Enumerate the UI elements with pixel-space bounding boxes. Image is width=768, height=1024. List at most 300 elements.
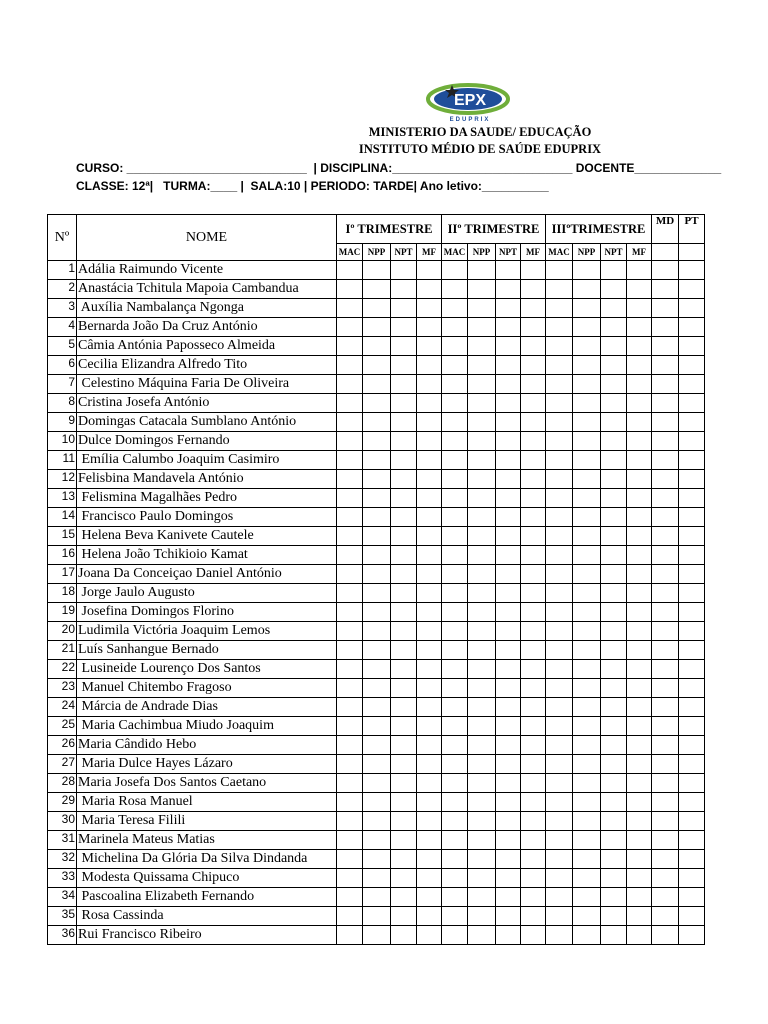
grade-cell[interactable] (627, 375, 652, 394)
grade-cell[interactable] (417, 679, 442, 698)
grade-cell[interactable] (573, 679, 601, 698)
grade-cell[interactable] (652, 470, 679, 489)
grade-cell[interactable] (573, 698, 601, 717)
grade-cell[interactable] (417, 812, 442, 831)
grade-cell[interactable] (391, 698, 417, 717)
grade-cell[interactable] (573, 280, 601, 299)
grade-cell[interactable] (468, 812, 496, 831)
grade-cell[interactable] (627, 717, 652, 736)
grade-cell[interactable] (679, 546, 705, 565)
grade-cell[interactable] (363, 736, 391, 755)
grade-cell[interactable] (546, 603, 573, 622)
grade-cell[interactable] (363, 508, 391, 527)
grade-cell[interactable] (652, 888, 679, 907)
grade-cell[interactable] (363, 679, 391, 698)
grade-cell[interactable] (337, 280, 363, 299)
grade-cell[interactable] (573, 337, 601, 356)
grade-cell[interactable] (363, 660, 391, 679)
grade-cell[interactable] (391, 451, 417, 470)
grade-cell[interactable] (337, 774, 363, 793)
grade-cell[interactable] (391, 907, 417, 926)
grade-cell[interactable] (601, 679, 627, 698)
grade-cell[interactable] (391, 337, 417, 356)
grade-cell[interactable] (652, 546, 679, 565)
grade-cell[interactable] (496, 907, 521, 926)
grade-cell[interactable] (601, 736, 627, 755)
grade-cell[interactable] (391, 717, 417, 736)
grade-cell[interactable] (417, 660, 442, 679)
grade-cell[interactable] (601, 299, 627, 318)
grade-cell[interactable] (546, 641, 573, 660)
grade-cell[interactable] (442, 299, 468, 318)
grade-cell[interactable] (652, 622, 679, 641)
grade-cell[interactable] (652, 489, 679, 508)
grade-cell[interactable] (627, 413, 652, 432)
grade-cell[interactable] (601, 470, 627, 489)
grade-cell[interactable] (442, 793, 468, 812)
grade-cell[interactable] (521, 451, 546, 470)
grade-cell[interactable] (679, 717, 705, 736)
grade-cell[interactable] (521, 679, 546, 698)
grade-cell[interactable] (679, 793, 705, 812)
grade-cell[interactable] (573, 812, 601, 831)
grade-cell[interactable] (573, 736, 601, 755)
grade-cell[interactable] (546, 394, 573, 413)
grade-cell[interactable] (496, 831, 521, 850)
grade-cell[interactable] (468, 489, 496, 508)
grade-cell[interactable] (442, 489, 468, 508)
grade-cell[interactable] (391, 850, 417, 869)
grade-cell[interactable] (337, 299, 363, 318)
grade-cell[interactable] (468, 869, 496, 888)
grade-cell[interactable] (442, 679, 468, 698)
grade-cell[interactable] (546, 546, 573, 565)
grade-cell[interactable] (546, 907, 573, 926)
grade-cell[interactable] (601, 261, 627, 280)
grade-cell[interactable] (627, 907, 652, 926)
grade-cell[interactable] (652, 261, 679, 280)
grade-cell[interactable] (417, 755, 442, 774)
grade-cell[interactable] (337, 489, 363, 508)
grade-cell[interactable] (679, 432, 705, 451)
grade-cell[interactable] (468, 622, 496, 641)
grade-cell[interactable] (496, 926, 521, 945)
grade-cell[interactable] (652, 394, 679, 413)
grade-cell[interactable] (468, 413, 496, 432)
grade-cell[interactable] (496, 812, 521, 831)
grade-cell[interactable] (573, 869, 601, 888)
grade-cell[interactable] (652, 698, 679, 717)
grade-cell[interactable] (573, 831, 601, 850)
grade-cell[interactable] (417, 546, 442, 565)
grade-cell[interactable] (468, 888, 496, 907)
grade-cell[interactable] (601, 432, 627, 451)
grade-cell[interactable] (601, 812, 627, 831)
grade-cell[interactable] (627, 356, 652, 375)
grade-cell[interactable] (652, 641, 679, 660)
grade-cell[interactable] (601, 413, 627, 432)
grade-cell[interactable] (391, 584, 417, 603)
grade-cell[interactable] (468, 299, 496, 318)
grade-cell[interactable] (679, 261, 705, 280)
grade-cell[interactable] (601, 793, 627, 812)
grade-cell[interactable] (652, 318, 679, 337)
grade-cell[interactable] (417, 261, 442, 280)
grade-cell[interactable] (442, 413, 468, 432)
grade-cell[interactable] (521, 356, 546, 375)
grade-cell[interactable] (521, 907, 546, 926)
grade-cell[interactable] (363, 280, 391, 299)
grade-cell[interactable] (468, 774, 496, 793)
grade-cell[interactable] (627, 926, 652, 945)
grade-cell[interactable] (468, 318, 496, 337)
grade-cell[interactable] (363, 774, 391, 793)
grade-cell[interactable] (652, 850, 679, 869)
grade-cell[interactable] (627, 641, 652, 660)
grade-cell[interactable] (679, 527, 705, 546)
grade-cell[interactable] (679, 755, 705, 774)
grade-cell[interactable] (337, 736, 363, 755)
grade-cell[interactable] (521, 603, 546, 622)
grade-cell[interactable] (363, 869, 391, 888)
grade-cell[interactable] (363, 831, 391, 850)
grade-cell[interactable] (468, 603, 496, 622)
grade-cell[interactable] (679, 470, 705, 489)
grade-cell[interactable] (391, 869, 417, 888)
grade-cell[interactable] (627, 527, 652, 546)
grade-cell[interactable] (521, 888, 546, 907)
grade-cell[interactable] (627, 299, 652, 318)
grade-cell[interactable] (601, 603, 627, 622)
grade-cell[interactable] (573, 432, 601, 451)
grade-cell[interactable] (391, 926, 417, 945)
grade-cell[interactable] (546, 850, 573, 869)
grade-cell[interactable] (337, 337, 363, 356)
grade-cell[interactable] (363, 755, 391, 774)
grade-cell[interactable] (627, 470, 652, 489)
grade-cell[interactable] (391, 489, 417, 508)
grade-cell[interactable] (417, 489, 442, 508)
grade-cell[interactable] (496, 489, 521, 508)
grade-cell[interactable] (627, 394, 652, 413)
grade-cell[interactable] (442, 451, 468, 470)
grade-cell[interactable] (679, 299, 705, 318)
grade-cell[interactable] (521, 831, 546, 850)
grade-cell[interactable] (417, 451, 442, 470)
grade-cell[interactable] (363, 394, 391, 413)
grade-cell[interactable] (496, 869, 521, 888)
grade-cell[interactable] (627, 679, 652, 698)
grade-cell[interactable] (546, 527, 573, 546)
grade-cell[interactable] (601, 869, 627, 888)
grade-cell[interactable] (679, 660, 705, 679)
grade-cell[interactable] (573, 318, 601, 337)
grade-cell[interactable] (546, 337, 573, 356)
grade-cell[interactable] (546, 318, 573, 337)
grade-cell[interactable] (391, 793, 417, 812)
grade-cell[interactable] (468, 451, 496, 470)
grade-cell[interactable] (337, 565, 363, 584)
grade-cell[interactable] (496, 375, 521, 394)
grade-cell[interactable] (601, 375, 627, 394)
grade-cell[interactable] (363, 850, 391, 869)
grade-cell[interactable] (442, 831, 468, 850)
grade-cell[interactable] (627, 565, 652, 584)
grade-cell[interactable] (496, 717, 521, 736)
grade-cell[interactable] (337, 413, 363, 432)
grade-cell[interactable] (363, 451, 391, 470)
grade-cell[interactable] (546, 679, 573, 698)
grade-cell[interactable] (521, 641, 546, 660)
grade-cell[interactable] (652, 337, 679, 356)
grade-cell[interactable] (546, 812, 573, 831)
grade-cell[interactable] (601, 660, 627, 679)
grade-cell[interactable] (546, 698, 573, 717)
grade-cell[interactable] (546, 356, 573, 375)
grade-cell[interactable] (363, 888, 391, 907)
grade-cell[interactable] (442, 432, 468, 451)
grade-cell[interactable] (679, 698, 705, 717)
grade-cell[interactable] (391, 888, 417, 907)
grade-cell[interactable] (417, 831, 442, 850)
grade-cell[interactable] (627, 432, 652, 451)
grade-cell[interactable] (679, 774, 705, 793)
grade-cell[interactable] (679, 907, 705, 926)
grade-cell[interactable] (496, 470, 521, 489)
grade-cell[interactable] (442, 926, 468, 945)
grade-cell[interactable] (468, 261, 496, 280)
grade-cell[interactable] (652, 565, 679, 584)
grade-cell[interactable] (442, 888, 468, 907)
grade-cell[interactable] (442, 261, 468, 280)
grade-cell[interactable] (496, 584, 521, 603)
grade-cell[interactable] (363, 698, 391, 717)
grade-cell[interactable] (442, 584, 468, 603)
grade-cell[interactable] (468, 356, 496, 375)
grade-cell[interactable] (601, 318, 627, 337)
grade-cell[interactable] (652, 660, 679, 679)
grade-cell[interactable] (391, 356, 417, 375)
grade-cell[interactable] (546, 622, 573, 641)
grade-cell[interactable] (601, 527, 627, 546)
grade-cell[interactable] (652, 717, 679, 736)
grade-cell[interactable] (496, 736, 521, 755)
grade-cell[interactable] (546, 793, 573, 812)
grade-cell[interactable] (521, 394, 546, 413)
grade-cell[interactable] (652, 356, 679, 375)
grade-cell[interactable] (337, 584, 363, 603)
grade-cell[interactable] (601, 717, 627, 736)
grade-cell[interactable] (363, 318, 391, 337)
grade-cell[interactable] (417, 850, 442, 869)
grade-cell[interactable] (442, 774, 468, 793)
grade-cell[interactable] (442, 508, 468, 527)
grade-cell[interactable] (391, 413, 417, 432)
grade-cell[interactable] (337, 375, 363, 394)
grade-cell[interactable] (521, 736, 546, 755)
grade-cell[interactable] (627, 793, 652, 812)
grade-cell[interactable] (521, 565, 546, 584)
grade-cell[interactable] (337, 603, 363, 622)
grade-cell[interactable] (546, 584, 573, 603)
grade-cell[interactable] (573, 926, 601, 945)
grade-cell[interactable] (573, 261, 601, 280)
grade-cell[interactable] (363, 489, 391, 508)
grade-cell[interactable] (679, 318, 705, 337)
grade-cell[interactable] (391, 432, 417, 451)
grade-cell[interactable] (652, 603, 679, 622)
grade-cell[interactable] (496, 413, 521, 432)
grade-cell[interactable] (679, 280, 705, 299)
grade-cell[interactable] (521, 280, 546, 299)
grade-cell[interactable] (601, 755, 627, 774)
grade-cell[interactable] (391, 280, 417, 299)
grade-cell[interactable] (391, 546, 417, 565)
grade-cell[interactable] (337, 869, 363, 888)
grade-cell[interactable] (679, 413, 705, 432)
grade-cell[interactable] (468, 907, 496, 926)
grade-cell[interactable] (391, 565, 417, 584)
grade-cell[interactable] (496, 337, 521, 356)
grade-cell[interactable] (391, 622, 417, 641)
grade-cell[interactable] (652, 793, 679, 812)
grade-cell[interactable] (679, 679, 705, 698)
grade-cell[interactable] (337, 679, 363, 698)
grade-cell[interactable] (521, 622, 546, 641)
grade-cell[interactable] (337, 698, 363, 717)
grade-cell[interactable] (391, 679, 417, 698)
grade-cell[interactable] (627, 318, 652, 337)
grade-cell[interactable] (496, 755, 521, 774)
grade-cell[interactable] (627, 261, 652, 280)
grade-cell[interactable] (546, 755, 573, 774)
grade-cell[interactable] (417, 508, 442, 527)
grade-cell[interactable] (417, 622, 442, 641)
grade-cell[interactable] (391, 375, 417, 394)
grade-cell[interactable] (468, 926, 496, 945)
grade-cell[interactable] (468, 470, 496, 489)
grade-cell[interactable] (468, 755, 496, 774)
grade-cell[interactable] (442, 717, 468, 736)
grade-cell[interactable] (442, 603, 468, 622)
grade-cell[interactable] (679, 394, 705, 413)
grade-cell[interactable] (442, 907, 468, 926)
grade-cell[interactable] (337, 470, 363, 489)
grade-cell[interactable] (601, 850, 627, 869)
grade-cell[interactable] (679, 622, 705, 641)
grade-cell[interactable] (573, 622, 601, 641)
grade-cell[interactable] (521, 375, 546, 394)
grade-cell[interactable] (627, 622, 652, 641)
grade-cell[interactable] (417, 375, 442, 394)
grade-cell[interactable] (573, 565, 601, 584)
grade-cell[interactable] (363, 812, 391, 831)
grade-cell[interactable] (601, 926, 627, 945)
grade-cell[interactable] (627, 774, 652, 793)
grade-cell[interactable] (442, 356, 468, 375)
grade-cell[interactable] (468, 698, 496, 717)
grade-cell[interactable] (573, 793, 601, 812)
grade-cell[interactable] (363, 717, 391, 736)
grade-cell[interactable] (627, 888, 652, 907)
grade-cell[interactable] (652, 584, 679, 603)
grade-cell[interactable] (496, 546, 521, 565)
grade-cell[interactable] (627, 508, 652, 527)
grade-cell[interactable] (363, 261, 391, 280)
grade-cell[interactable] (573, 413, 601, 432)
grade-cell[interactable] (496, 432, 521, 451)
grade-cell[interactable] (521, 717, 546, 736)
grade-cell[interactable] (391, 755, 417, 774)
grade-cell[interactable] (496, 641, 521, 660)
grade-cell[interactable] (442, 527, 468, 546)
grade-cell[interactable] (442, 869, 468, 888)
grade-cell[interactable] (546, 926, 573, 945)
grade-cell[interactable] (521, 774, 546, 793)
grade-cell[interactable] (601, 280, 627, 299)
grade-cell[interactable] (652, 432, 679, 451)
grade-cell[interactable] (417, 698, 442, 717)
grade-cell[interactable] (468, 641, 496, 660)
grade-cell[interactable] (496, 356, 521, 375)
grade-cell[interactable] (442, 280, 468, 299)
grade-cell[interactable] (652, 527, 679, 546)
grade-cell[interactable] (679, 451, 705, 470)
grade-cell[interactable] (573, 717, 601, 736)
grade-cell[interactable] (679, 565, 705, 584)
grade-cell[interactable] (363, 622, 391, 641)
grade-cell[interactable] (573, 470, 601, 489)
grade-cell[interactable] (337, 508, 363, 527)
grade-cell[interactable] (627, 546, 652, 565)
grade-cell[interactable] (468, 736, 496, 755)
grade-cell[interactable] (652, 375, 679, 394)
grade-cell[interactable] (546, 470, 573, 489)
grade-cell[interactable] (546, 736, 573, 755)
grade-cell[interactable] (601, 584, 627, 603)
grade-cell[interactable] (363, 432, 391, 451)
grade-cell[interactable] (546, 489, 573, 508)
grade-cell[interactable] (601, 641, 627, 660)
grade-cell[interactable] (679, 926, 705, 945)
grade-cell[interactable] (337, 451, 363, 470)
grade-cell[interactable] (521, 660, 546, 679)
grade-cell[interactable] (679, 831, 705, 850)
grade-cell[interactable] (468, 375, 496, 394)
grade-cell[interactable] (417, 603, 442, 622)
grade-cell[interactable] (442, 755, 468, 774)
grade-cell[interactable] (521, 527, 546, 546)
grade-cell[interactable] (652, 907, 679, 926)
grade-cell[interactable] (442, 546, 468, 565)
grade-cell[interactable] (337, 394, 363, 413)
grade-cell[interactable] (468, 850, 496, 869)
grade-cell[interactable] (337, 318, 363, 337)
grade-cell[interactable] (391, 641, 417, 660)
grade-cell[interactable] (363, 337, 391, 356)
grade-cell[interactable] (417, 432, 442, 451)
grade-cell[interactable] (546, 508, 573, 527)
grade-cell[interactable] (573, 755, 601, 774)
grade-cell[interactable] (496, 280, 521, 299)
grade-cell[interactable] (337, 793, 363, 812)
grade-cell[interactable] (468, 831, 496, 850)
grade-cell[interactable] (652, 755, 679, 774)
grade-cell[interactable] (521, 413, 546, 432)
grade-cell[interactable] (442, 812, 468, 831)
grade-cell[interactable] (679, 812, 705, 831)
grade-cell[interactable] (573, 394, 601, 413)
